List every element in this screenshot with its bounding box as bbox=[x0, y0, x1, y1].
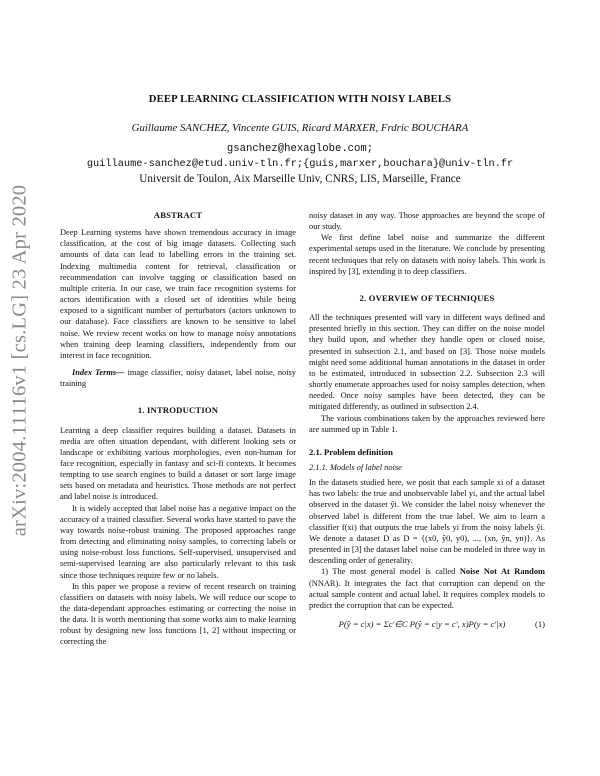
right-column bbox=[309, 210, 545, 630]
problem-definition-heading: 2.1. Problem definition bbox=[309, 446, 393, 457]
author-email-line-2: guillaume-sanchez@etud.univ-tln.fr;{guis,marxer,bouchara}@univ-tln.fr bbox=[86, 158, 514, 170]
arxiv-stamp bbox=[6, 180, 34, 540]
abstract-text: Deep Learning systems have shown tremendous accuracy in image classification, at the cost of big image datasets. Collecting such amounts of data can lead to labelling errors in the training set. Indexing multimedia content for retrieval, classification or recommendation can involve tagging or classification based on multiple criteria. In our case, we train face recognition systems for actors identification with a closed set of identities while being exposed to a significant number of perturbators (actors unknown to our database). Face classifiers are known to be sensitive to label noise. We review recent works on how to manage noisy annotations when training deep learning classifiers, independently from our interest in face recognition. bbox=[60, 228, 296, 360]
overview-paragraph-1: All the techniques presented will vary in different ways defined and presented briefly in this section. They can differ on the noise model they build upon, and whether they handle open or closed noise, presented in subsection 2.1, and based on [3]. Those noise models might need some additional human annotations in the dataset in order to be estimated, introduced in subsection 2.2. Subsection 2.3 will shortly enumerate approaches used for noisy samples detection, when needed. Once noisy samples have been detected, they can be mitigated differently, as outlined in subsection 2.4. bbox=[309, 313, 545, 412]
intro-paragraph-3: In this paper we propose a review of recent research on training classifiers on datasets with noisy labels. We will reduce our scope to the data-dependant approaches estimating or correcting the noise in the data. It is worth mentioning that some works aim to make learning robust by designing new loss functions [1, 2] without inspecting or correcting the bbox=[60, 581, 296, 647]
equation-1-number: (1) bbox=[534, 619, 545, 629]
problem-paragraph-2-prefix: 1) The most general model is called bbox=[321, 567, 460, 577]
overview-heading: 2. OVERVIEW OF TECHNIQUES bbox=[359, 292, 495, 303]
noise-models-heading: 2.1.1. Models of label noise bbox=[309, 462, 402, 472]
problem-paragraph-1: In the datasets studied here, we posit that each sample xi of a dataset has two labels: the true and unobservable label yi, and the actual label observed in the dataset ŷi. We consider the label noisy whenever the observed label is different from the true label. We aim to learn a classifier f(xi) that outputs the true labels yi from the noisy labels ŷi. We denote a dataset D as D = {(x0, ŷ0, y0), ..., (xn, ŷn, yn)}. As presented in [3] the dataset label noise can be modeled in three way in descending order of generality. bbox=[309, 478, 545, 566]
author-email-line-1: gsanchez@hexaglobe.com; bbox=[226, 143, 374, 155]
nnar-term: Noise Not At Random bbox=[459, 567, 545, 577]
intro-paragraph-1: Learning a deep classifier requires building a dataset. Datasets in media are often situation dependant, with different looking sets or landscape or exhibiting various morphologies, even non-human for face recognition, especially in fantasy and sci-fi contexts. It becomes tempting to use search engines to build a dataset or sort large image sets based on metadata and heuristics. Those methods are not perfect and label noise is introduced. bbox=[60, 425, 296, 502]
introduction-heading: 1. INTRODUCTION bbox=[137, 405, 219, 416]
index-terms-text: image classifier, noisy dataset, label noise, noisy training bbox=[60, 368, 296, 389]
intro-paragraph-2: It is widely accepted that label noise has a negative impact on the accuracy of a trained classifier. Several works have started to pave the way towards noise-robust training. The proposed approaches range from detecting and eliminating noisy samples, to correcting labels or using noise-robust loss functions. Self-supervised, unsupervised and semi-supervised learning are also particularly relevant to this task since those techniques require few or no labels. bbox=[60, 503, 296, 580]
author-affiliation: Universit de Toulon, Aix Marseille Univ, CNRS, LIS, Marseille, France bbox=[139, 173, 461, 185]
intro-paragraph-4: We first define label noise and summarize the different experimental setups used in the literature. We conclude by presenting recent techniques that rely on datasets with noisy labels. This work is inspired by [3], extending it to deep classifiers. bbox=[309, 233, 545, 276]
problem-paragraph-2 bbox=[309, 566, 545, 611]
left-column bbox=[60, 210, 296, 648]
abstract-heading: ABSTRACT bbox=[153, 210, 203, 220]
equation-1-formula: P(ŷ = c|x) = Σc′∈C P(ŷ = c|y = c′, x)P(y = c′|x) bbox=[338, 619, 506, 629]
problem-paragraph-2-suffix: (NNAR). It integrates the fact that corruption can depend on the actual sample content and actual label. It requires complex models to predict the corruption that can be expected. bbox=[309, 578, 545, 610]
paper-title: DEEP LEARNING CLASSIFICATION WITH NOISY LABELS bbox=[148, 94, 452, 105]
intro-paragraph-3-continued: noisy dataset in any way. Those approaches are beyond the scope of our study. bbox=[309, 211, 545, 232]
overview-paragraph-2: The various combinations taken by the approaches reviewed here are summed up in Table 1. bbox=[309, 413, 545, 434]
equation-1 bbox=[309, 619, 545, 630]
paper-authors: Guillaume SANCHEZ, Vincente GUIS, Ricard MARXER, Frdric BOUCHARA bbox=[131, 122, 469, 134]
index-terms-label: Index Terms— bbox=[72, 368, 125, 378]
arxiv-stamp-text[interactable]: arXiv:2004.11116v1 [cs.LG] 23 Apr 2020 bbox=[8, 184, 31, 536]
index-terms bbox=[60, 367, 296, 389]
